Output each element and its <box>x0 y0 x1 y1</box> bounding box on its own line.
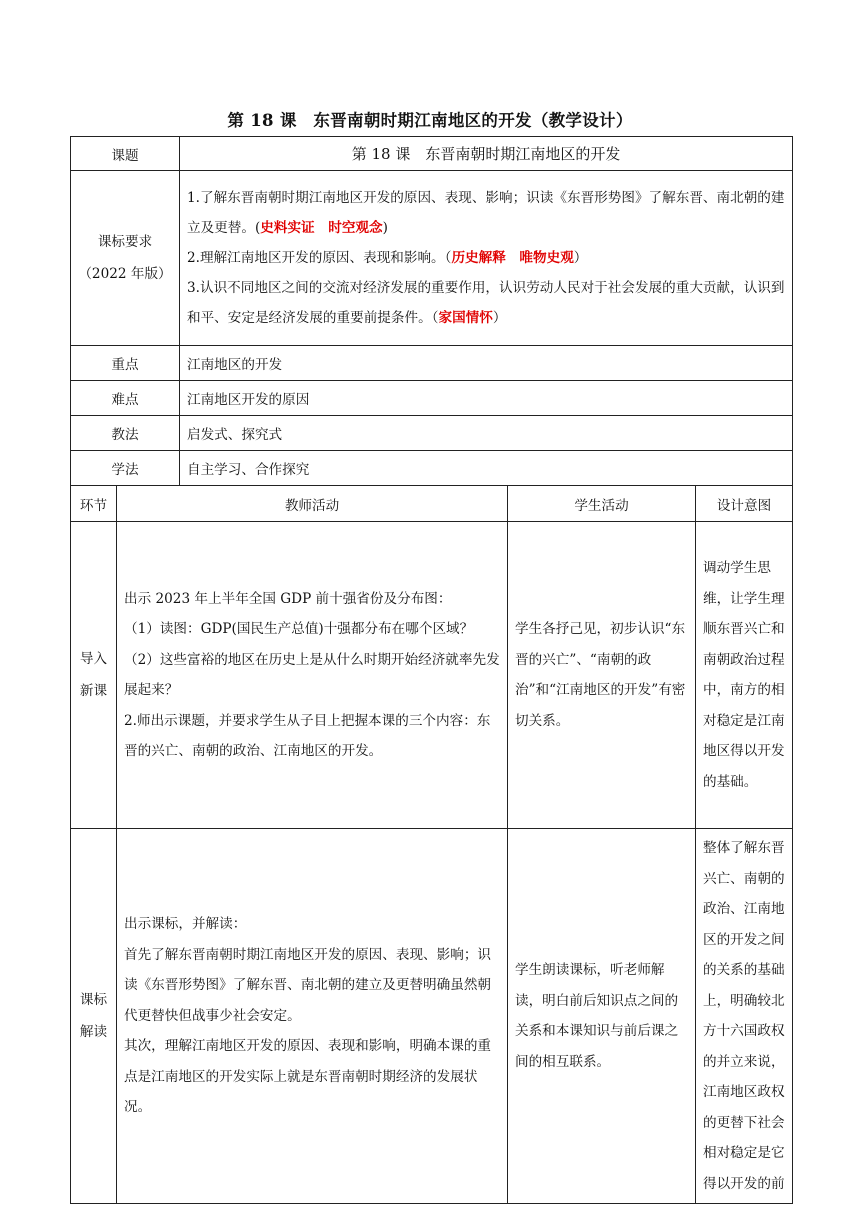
key-point-label: 重点 <box>71 346 180 381</box>
header-stage: 环节 <box>71 486 117 522</box>
learning-method-value: 自主学习、合作探究 <box>180 451 793 486</box>
competency-tag: 历史解释 唯物史观 <box>451 250 574 266</box>
header-teacher: 教师活动 <box>117 486 508 522</box>
key-point-value: 江南地区的开发 <box>180 346 793 381</box>
design-intent: 整体了解东晋兴亡、南朝的政治、江南地区的开发之间的关系的基础上，明确较北方十六国政权的并立来说，江南地区政权的更替下社会相对稳定是它得以开发的前 <box>696 829 793 1204</box>
stage-label: 课标 解读 <box>71 829 117 1204</box>
standard-item-1: 1.了解东晋南朝时期江南地区开发的原因、表现、影响；识读《东晋形势图》了解东晋、南北朝的建立及更替。(史料实证 时空观念) <box>187 190 785 236</box>
teacher-activity: 出示课标，并解读： 首先了解东晋南朝时期江南地区开发的原因、表现、影响；识读《东晋形势图》了解东晋、南北朝的建立及更替明确虽然朝代更替快但战事少社会安定。 其次，理解江南地区开发的原因、表现和影响，明确本课的重点是江南地区的开发实际上就是东晋南朝时期经济的发展状况。 <box>117 829 508 1204</box>
teacher-activity: 出示 2023 年上半年全国 GDP 前十强省份及分布图： （1）读图：GDP(国民生产总值)十强都分布在哪个区域？ （2）这些富裕的地区在历史上是从什么时期开始经济就率先发展起来？ 2.师出示课题，并要求学生从子目上把握本课的三个内容：东晋的兴亡、南朝的政治、江南地区的开发。 <box>117 522 508 829</box>
stage-label: 导入 新课 <box>71 522 117 829</box>
standard-item-2: 2.理解江南地区开发的原因、表现和影响。（历史解释 唯物史观） <box>187 250 588 266</box>
difficult-point-label: 难点 <box>71 381 180 416</box>
lesson-plan-table <box>70 136 793 1204</box>
row-difficult-point <box>71 381 793 416</box>
competency-tag: 家国情怀 <box>438 310 493 326</box>
standard-label-line2: （2022 年版） <box>78 266 172 282</box>
teaching-method-label: 教法 <box>71 416 180 451</box>
header-student: 学生活动 <box>508 486 696 522</box>
difficult-point-value: 江南地区开发的原因 <box>180 381 793 416</box>
standard-content <box>180 171 793 346</box>
document-title: 第 18 课 东晋南朝时期江南地区的开发（教学设计） <box>227 111 633 130</box>
standard-label <box>71 171 180 346</box>
row-learning-method <box>71 451 793 486</box>
design-intent: 调动学生思维，让学生理顺东晋兴亡和南朝政治过程中，南方的相对稳定是江南地区得以开发的基础。 <box>696 522 793 829</box>
student-activity: 学生朗读课标，听老师解读，明白前后知识点之间的关系和本课知识与前后课之间的相互联系。 <box>508 829 696 1204</box>
teaching-method-value: 启发式、探究式 <box>180 416 793 451</box>
student-activity: 学生各抒己见，初步认识“东晋的兴亡”、“南朝的政治”和“江南地区的开发”有密切关系。 <box>508 522 696 829</box>
section-row-standard-reading <box>71 829 793 1204</box>
row-key-point <box>71 346 793 381</box>
row-teaching-method <box>71 416 793 451</box>
header-intent: 设计意图 <box>696 486 793 522</box>
section-row-intro <box>71 522 793 829</box>
competency-tag: 史料实证 时空观念 <box>260 220 383 236</box>
row-standard <box>71 171 793 346</box>
course-value: 第 18 课 东晋南朝时期江南地区的开发 <box>180 137 793 171</box>
learning-method-label: 学法 <box>71 451 180 486</box>
standard-label-line1: 课标要求 <box>97 234 153 250</box>
row-course <box>71 137 793 171</box>
activity-header-row <box>71 486 793 522</box>
standard-item-3: 3.认识不同地区之间的交流对经济发展的重要作用，认识劳动人民对于社会发展的重大贡献，认识到和平、安定是经济发展的重要前提条件。（家国情怀） <box>187 280 785 326</box>
course-label: 课题 <box>71 137 180 171</box>
